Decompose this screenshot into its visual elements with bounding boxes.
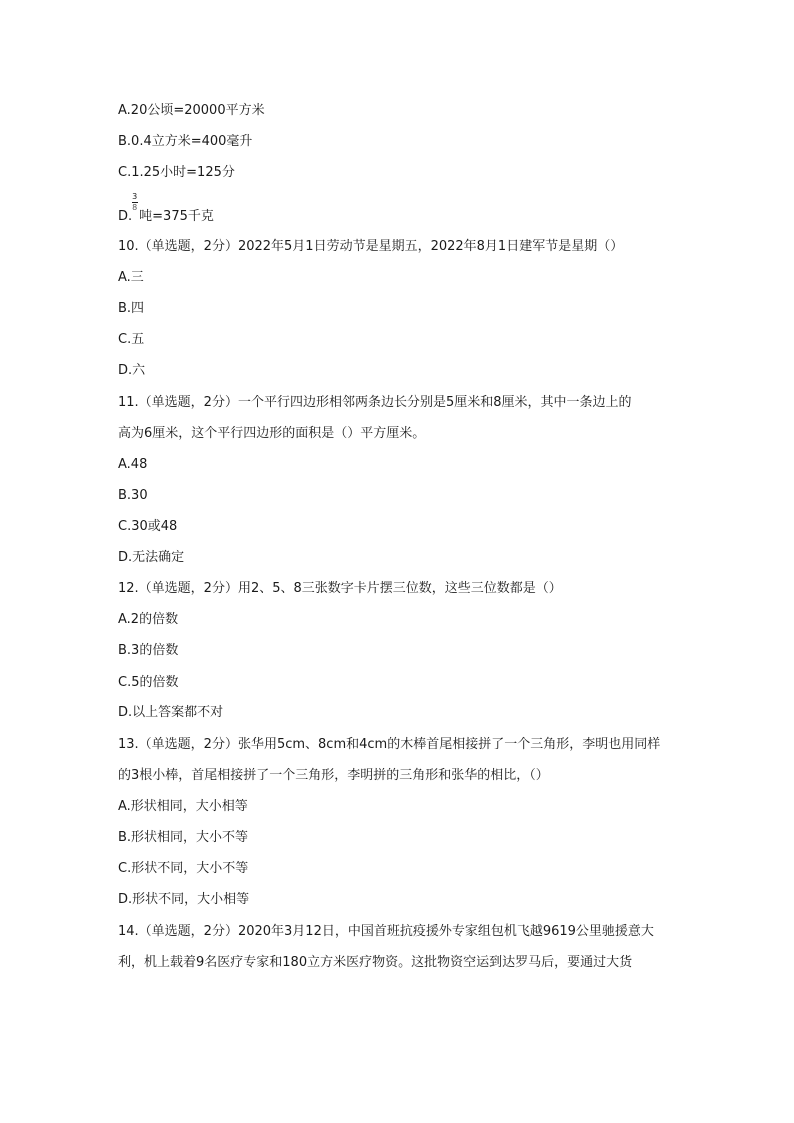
q12-option-b: B.3的倍数 bbox=[118, 643, 179, 658]
q11-stem-line1: 11.（单选题，2分）一个平行四边形相邻两条边长分别是5厘米和8厘米，其中一条边上的 bbox=[118, 395, 632, 410]
q13-option-b: B.形状相同，大小不等 bbox=[118, 830, 249, 845]
q10-option-c: C.五 bbox=[118, 332, 145, 347]
q10-option-a: A.三 bbox=[118, 270, 144, 285]
q11-stem-line2: 高为6厘米，这个平行四边形的面积是（）平方厘米。 bbox=[118, 426, 426, 441]
q13-option-d: D.形状不同，大小相等 bbox=[118, 892, 250, 907]
q10-option-d: D.六 bbox=[118, 363, 146, 378]
q13-stem-line2: 的3根小棒，首尾相接拼了一个三角形，李明拼的三角形和张华的相比，（） bbox=[118, 768, 549, 783]
q10-option-b: B.四 bbox=[118, 301, 145, 316]
q11-option-d: D.无法确定 bbox=[118, 550, 185, 565]
q10-stem: 10.（单选题，2分）2022年5月1日劳动节是星期五，2022年8月1日建军节是星期（） bbox=[118, 239, 624, 254]
q14-stem-line2: 利，机上载着9名医疗专家和180立方米医疗物资。这批物资空运到达罗马后，要通过大货 bbox=[118, 955, 633, 970]
q9-option-d bbox=[118, 192, 214, 225]
q11-option-c: C.30或48 bbox=[118, 519, 178, 534]
q9-option-c: C.1.25小时=125分 bbox=[118, 165, 235, 180]
fraction-numerator: 3 bbox=[132, 192, 138, 201]
q12-option-c: C.5的倍数 bbox=[118, 675, 179, 690]
q12-option-a: A.2的倍数 bbox=[118, 612, 179, 627]
q11-option-a: A.48 bbox=[118, 457, 148, 472]
q13-option-c: C.形状不同，大小不等 bbox=[118, 861, 249, 876]
q13-stem-line1: 13.（单选题，2分）张华用5cm、8cm和4cm的木棒首尾相接拼了一个三角形，李明也用同样 bbox=[118, 737, 661, 752]
q11-option-b: B.30 bbox=[118, 488, 148, 503]
q9-option-a: A.20公顷=20000平方米 bbox=[118, 103, 265, 118]
q12-stem: 12.（单选题，2分）用2、5、8三张数字卡片摆三位数，这些三位数都是（） bbox=[118, 581, 562, 596]
q14-stem-line1: 14.（单选题，2分）2020年3月12日，中国首班抗疫援外专家组包机飞越9619公里驰援意大 bbox=[118, 924, 654, 939]
q9-option-d-suffix: 吨=375千克 bbox=[139, 209, 214, 224]
fraction bbox=[132, 192, 139, 220]
q9-option-d-prefix: D. bbox=[118, 209, 133, 224]
q12-option-d: D.以上答案都不对 bbox=[118, 705, 224, 720]
q13-option-a: A.形状相同，大小相等 bbox=[118, 799, 248, 814]
q9-option-b: B.0.4立方米=400毫升 bbox=[118, 134, 253, 149]
fraction-denominator: 8 bbox=[132, 203, 138, 212]
